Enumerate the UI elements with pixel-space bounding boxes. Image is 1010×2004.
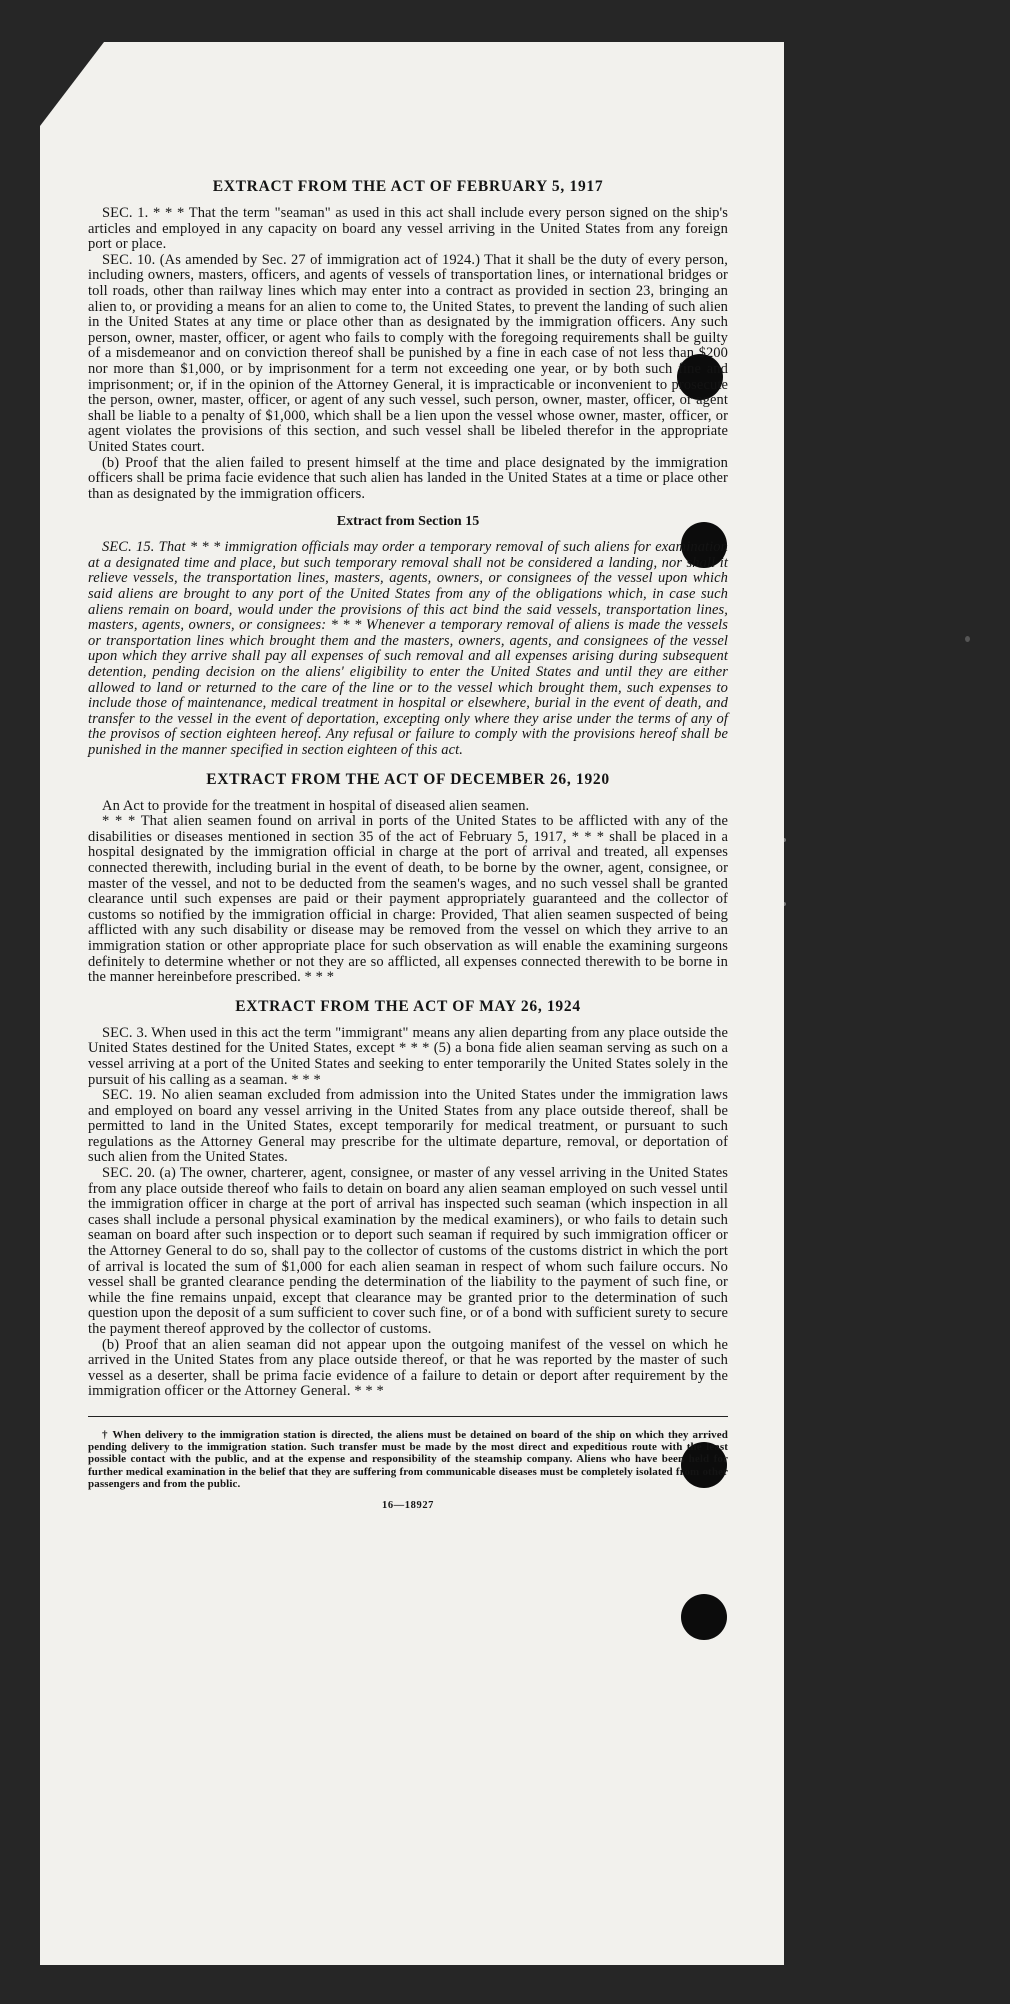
paragraph: SEC. 15. That * * * immigration officials may order a temporary removal of such aliens for examination at a designated time and place, but such temporary removal shall not be considered a landing, nor shall it relieve vessels, the transportation lines, masters, agents, owners, or consignees of the vessel upon which said aliens are brought to any port of the United States from any of the obligations which, in case such aliens remain on board, would under the provisions of this act bind the said vessels, transportation lines, masters, agents, owners, or consignees: * * * Whenever a temporary removal of aliens is made the vessels or transportation lines which brought them and the masters, owners, agents, and consignees of the vessel upon which they arrive shall pay all expenses of such removal and all expenses arising during subsequent detention, pending decision on the aliens' eligibility to enter the United States and until they are either allowed to land or returned to the care of the line or to the vessel which brought them, such expenses to include those of maintenance, medical treatment in hospital or elsewhere, burial in the event of death, and transfer to the vessel in the event of deportation, excepting only where they arise under the terms of any of the provisos of section eighteen hereof. Any refusal or failure to comply with the provisions hereof shall be punished in the manner specified in section eighteen of this act. [88,539,728,758]
paragraph: SEC. 20. (a) The owner, charterer, agent, consignee, or master of any vessel arriving in the United States from any place outside thereof who fails to detain on board any alien seaman employed on such vessel until the immigration officer in charge at the port of arrival has inspected such seaman (which inspection in all cases shall include a personal physical examination by the medical examiners), or who fails to detain such seaman on board after such inspection or to deport such seaman if required by such immigration officer or the Attorney General to do so, shall pay to the collector of customs of the customs district in which the port of arrival is located the sum of $1,000 for each alien seaman in respect of whom such failure occurs. No vessel shall be granted clearance pending the determination of the liability to the payment of such fine, or while the fine remains unpaid, except that clearance may be granted prior to the determination of such question upon the deposit of a sum sufficient to cover such fine, or of a bond with sufficient surety to secure the payment thereof approved by the collector of customs. [88,1165,728,1337]
paragraph: SEC. 19. No alien seaman excluded from admission into the United States under the immigration laws and employed on board any vessel arriving in the United States from any place outside thereof, shall be permitted to land in the United States, except temporarily for medical treatment, or pursuant to such regulations as the Attorney General may prescribe for the ultimate departure, removal, or deportation of such alien from the United States. [88,1087,728,1166]
divider [88,1416,728,1417]
section-title: EXTRACT FROM THE ACT OF FEBRUARY 5, 1917 [212,178,604,195]
section-title: EXTRACT FROM THE ACT OF DECEMBER 26, 1920 [206,770,610,788]
paragraph: (b) Proof that the alien failed to present himself at the time and place designated by the immigration officers shall be prima facie evidence that such alien has landed in the United States at a time or place other than as designated by the immigration officers. [88,454,728,502]
punch-hole [681,1594,727,1640]
paragraph: An Act to provide for the treatment in hospital of diseased alien seamen. [102,797,530,814]
footnote-text: † When delivery to the immigration station is directed, the aliens must be detained on board of the ship on which they arrived pending delivery to the immigration station. Such transfer must be made by the most direct and expeditious route with the least possible contact with the public, and at the expense and responsibility of the steamship company. Aliens who have been held for further medical examination in the belief that they are suffering from communicable diseases must be completely isolated from other passengers and from the public. [88,1428,728,1490]
subsection-title: Extract from Section 15 [336,514,480,530]
document-number: 16—18927 [381,1499,435,1511]
paragraph: SEC. 10. (As amended by Sec. 27 of immigration act of 1924.) That it shall be the duty of every person, including owners, masters, officers, and agents of vessels of transportation lines, or international bridges or toll roads, other than railway lines which may enter into a contract as provided in section 23, bringing an alien to, or providing a means for an alien to come to, the United States, to prevent the landing of such alien in the United States at any time or place other than as designated by the immigration officers. Any such person, owner, master, officer, or agent who fails to comply with the foregoing requirements shall be guilty of a misdemeanor and on conviction thereof shall be punished by a fine in each case of not less than $200 nor more than $1,000, or by imprisonment for a term not exceeding one year, or by both such fine and imprisonment; or, if in the opinion of the Attorney General, it is impracticable or inconvenient to prosecute the person, owner, master, officer, or agent of any such vessel, such person, owner, master, officer, or agent shall be liable to a penalty of $1,000, which shall be a lien upon the vessel whose owner, master, officer, or agent violates the provisions of this section, and such vessel shall be libeled therefor in the appropriate United States court. [88,251,728,455]
paragraph: SEC. 1. * * * That the term "seaman" as used in this act shall include every person signed on the ship's articles and employed in any capacity on board any vessel arriving in the United States from any foreign port or place. [88,205,728,253]
document-body [88,178,728,1511]
paragraph: SEC. 3. When used in this act the term "immigrant" means any alien departing from any place outside the United States destined for the United States, except * * * (5) a bona fide alien seaman serving as such on a vessel arriving at a port of the United States and seeking to enter temporarily the United States solely in the pursuit of his calling as a seaman. * * * [88,1024,728,1088]
paragraph: (b) Proof that an alien seaman did not appear upon the outgoing manifest of the vessel on which he arrived in the United States from any place outside thereof, or that he was reported by the master of such vessel as a deserter, shall be prima facie evidence of a failure to detain or deport after requirement by the immigration officer or the Attorney General. * * * [88,1336,728,1400]
footnote [88,1429,728,1490]
section-title: EXTRACT FROM THE ACT OF MAY 26, 1924 [235,997,581,1015]
paragraph: * * * That alien seamen found on arrival in ports of the United States to be afflicted with any of the disabilities or diseases mentioned in section 35 of the act of February 5, 1917, * * * shall be placed in a hospital designated by the immigration official in charge at the port of arrival and treated, all expenses connected therewith, including burial in the event of death, to be borne by the owner, agent, consignee, or master of the vessel, and not to be deducted from the seamen's wages, and no such vessel shall be granted clearance until such expenses are paid or their payment appropriately guaranteed and the collector of customs so notified by the immigration official in charge: Provided, That alien seamen suspected of being afflicted with any such disability or disease may be removed from the vessel on which they arrive to an immigration station or other appropriate place for such observation as will enable the examining surgeons definitely to determine whether or not they are so afflicted, all expenses connected therewith to be borne in the manner hereinbefore prescribed. * * * [88,813,728,986]
